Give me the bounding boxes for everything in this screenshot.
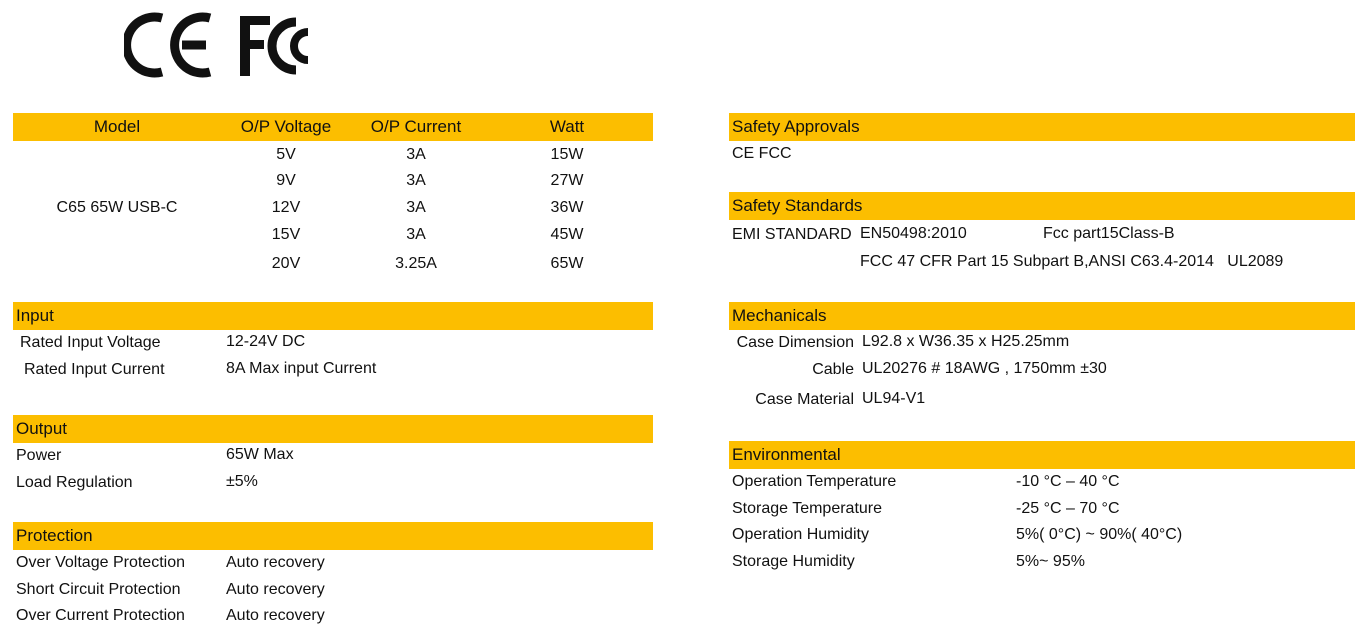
model-name: C65 65W USB-C — [56, 199, 178, 216]
voltage-cell: 9V — [276, 172, 296, 189]
output-section-title: Output — [16, 419, 68, 438]
safety-approvals-section-title: Safety Approvals — [732, 117, 860, 136]
rated-input-voltage-value: 12-24V DC — [226, 333, 306, 350]
rated-input-current-label: Rated Input Current — [24, 361, 165, 378]
over-current-protection-value: Auto recovery — [226, 607, 325, 624]
storage-temperature-value: -25 °C – 70 °C — [1016, 500, 1120, 517]
operation-humidity-value: 5%( 0°C) ~ 90%( 40°C) — [1016, 526, 1183, 543]
fcc-class-value: Fcc part15Class-B — [1043, 225, 1175, 242]
protection-section-bar — [13, 522, 653, 550]
input-section-title: Input — [16, 306, 54, 325]
case-material-label: Case Material — [755, 391, 854, 408]
current-cell: 3A — [406, 226, 426, 243]
environmental-section-title: Environmental — [732, 445, 841, 464]
voltage-cell: 5V — [276, 146, 296, 163]
emi-standard-label: EMI STANDARD — [732, 226, 852, 243]
protection-section-title: Protection — [16, 526, 93, 545]
cable-label: Cable — [812, 361, 854, 378]
emi-standard-value: EN50498:2010 — [860, 225, 967, 242]
load-regulation-value: ±5% — [226, 473, 258, 490]
operation-temperature-value: -10 °C – 40 °C — [1016, 473, 1120, 490]
safety-approvals-value: CE FCC — [732, 145, 792, 162]
watt-cell: 65W — [550, 255, 584, 272]
output-section-bar — [13, 415, 653, 443]
rated-input-voltage-label: Rated Input Voltage — [20, 334, 161, 351]
ce-mark-logo — [124, 8, 214, 82]
fcc-cfr-value: FCC 47 CFR Part 15 Subpart B,ANSI C63.4-2014 UL2089 — [860, 253, 1284, 270]
operation-humidity-label: Operation Humidity — [732, 526, 869, 543]
current-cell: 3A — [406, 172, 426, 189]
fcc-logo — [238, 8, 322, 82]
current-cell: 3A — [406, 146, 426, 163]
operation-temperature-label: Operation Temperature — [732, 473, 897, 490]
watt-cell: 15W — [550, 146, 584, 163]
case-dimension-label: Case Dimension — [736, 334, 854, 351]
safety-standards-section-title: Safety Standards — [732, 196, 863, 215]
load-regulation-label: Load Regulation — [16, 474, 133, 491]
storage-temperature-label: Storage Temperature — [732, 500, 883, 517]
current-column-header: O/P Current — [370, 117, 462, 136]
rated-input-current-value: 8A Max input Current — [226, 360, 377, 377]
mechanicals-section-title: Mechanicals — [732, 306, 827, 325]
short-circuit-protection-label: Short Circuit Protection — [16, 581, 181, 598]
current-cell: 3.25A — [395, 255, 437, 272]
watt-cell: 45W — [550, 226, 584, 243]
watt-cell: 36W — [550, 199, 584, 216]
current-cell: 3A — [406, 199, 426, 216]
storage-humidity-value: 5%~ 95% — [1016, 553, 1085, 570]
voltage-cell: 20V — [271, 255, 301, 272]
power-value: 65W Max — [226, 446, 294, 463]
over-voltage-protection-value: Auto recovery — [226, 554, 325, 571]
model-column-header: Model — [93, 117, 141, 136]
input-section-bar — [13, 302, 653, 330]
short-circuit-protection-value: Auto recovery — [226, 581, 325, 598]
over-current-protection-label: Over Current Protection — [16, 607, 185, 624]
over-voltage-protection-label: Over Voltage Protection — [16, 554, 185, 571]
voltage-column-header: O/P Voltage — [240, 117, 332, 136]
cable-value: UL20276 # 18AWG , 1750mm ±30 — [862, 360, 1107, 377]
voltage-cell: 12V — [271, 199, 301, 216]
watt-cell: 27W — [550, 172, 584, 189]
voltage-cell: 15V — [271, 226, 301, 243]
power-label: Power — [16, 447, 62, 464]
case-material-value: UL94-V1 — [862, 390, 926, 407]
case-dimension-value: L92.8 x W36.35 x H25.25mm — [862, 333, 1070, 350]
storage-humidity-label: Storage Humidity — [732, 553, 855, 570]
watt-column-header: Watt — [549, 117, 585, 136]
